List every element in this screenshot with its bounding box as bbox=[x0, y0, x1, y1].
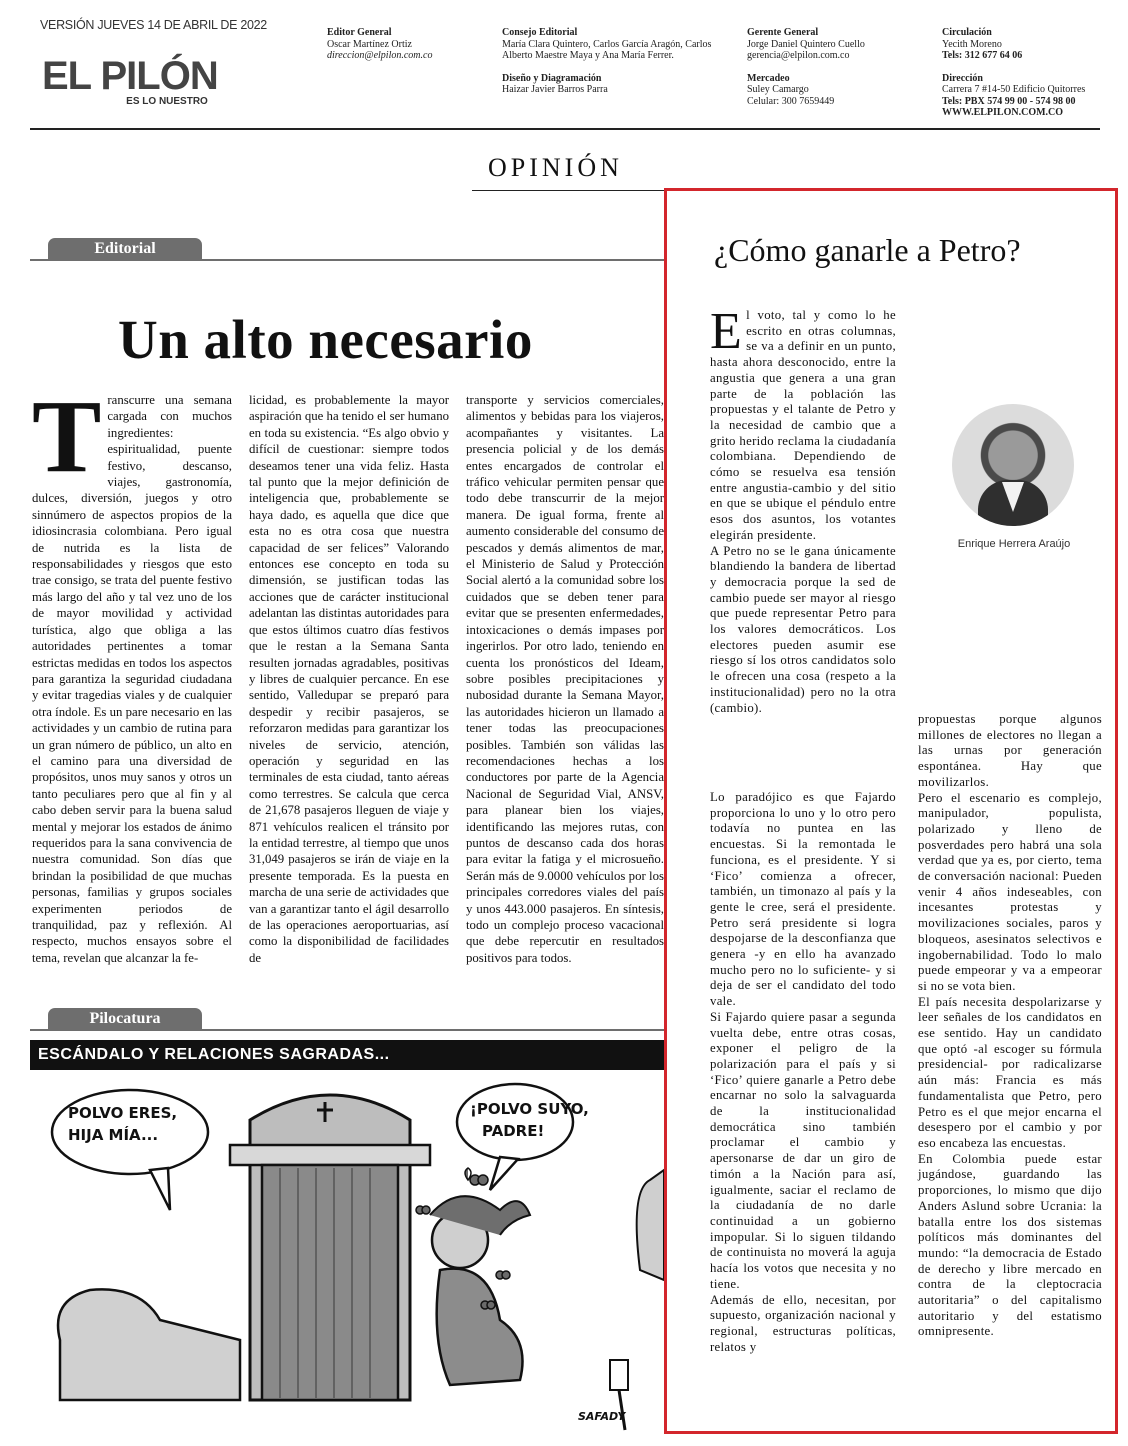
opinion-column-1-bottom bbox=[710, 790, 896, 1355]
author-avatar bbox=[952, 404, 1074, 526]
staff-name: Yecith Moreno bbox=[942, 38, 1002, 50]
edition-date: VERSIÓN JUEVES 14 DE ABRIL DE 2022 bbox=[40, 18, 267, 32]
pilocatura-tab: Pilocatura bbox=[48, 1008, 202, 1030]
staff-phone: Tels: PBX 574 99 00 - 574 98 00 bbox=[942, 95, 1076, 107]
cartoonist-signature: SAFADY bbox=[578, 1410, 626, 1423]
logo-slogan: ES LO NUESTRO bbox=[126, 96, 208, 107]
column-text: transporte y servicios comerciales, alimentos y bebidas para los viajeros, acompañantes y visitantes. La presencia policial y de los demás entes encargados de controlar el tráfico vehicular permiten pensar que todo debe transcurrir de la mejor manera. De igual forma, frente al aumento considerable del consumo de pescados y demás alimentos de mar, el Ministerio de Salud y Protección Social alertó a la comunidad sobre los cuidados que se deben tener para evitar que se presenten enfermedades, intoxicaciones o demás impases por ingerirlos. Por otro lado, teniendo en cuenta los pronósticos del Ideam, sobre posibles precipitaciones y nubosidad durante la Semana Mayor, las autoridades hicieron un llamado a tener todas las preocupaciones posibles. También son válidas las recomendaciones hechas a los conductores por parte de la Agencia Nacional de Seguridad Vial, ANSV, para planear bien los viajes, identificando las mejores rutas, con puntos de descanso cada dos horas para evitar la fatiga y el microsueño. Serán más de 9.0000 vehículos por los principales corredores viales del país y unos 443.000 pasajeros. En síntesis, todo un complejo proceso vacacional que debe repercutir en resultados positivos para todos. bbox=[466, 393, 664, 965]
editorial-column-2 bbox=[249, 392, 449, 966]
staff-name: Suley Camargo bbox=[747, 84, 809, 95]
cartoon-drawing bbox=[30, 1040, 664, 1432]
editorial-cartoon bbox=[30, 1040, 664, 1432]
editorial-tab-rule bbox=[30, 259, 664, 261]
staff-email: gerencia@elpilon.com.co bbox=[747, 50, 850, 61]
staff-gerencia bbox=[747, 27, 927, 107]
editorial-column-3 bbox=[466, 392, 664, 966]
staff-consejo bbox=[502, 27, 714, 96]
bubble-right-line-2: PADRE! bbox=[482, 1122, 545, 1140]
staff-address: Carrera 7 #14-50 Edificio Quitorres bbox=[942, 84, 1086, 95]
editorial-headline: Un alto necesario bbox=[118, 309, 533, 370]
staff-name: Jorge Daniel Quintero Cuello bbox=[747, 38, 865, 50]
staff-label: Consejo Editorial bbox=[502, 27, 578, 38]
paragraph: El país necesita despolarizarse y leer señales de los candidatos en ese sentido. Hay un candidato que optó -al escoger su fórmula presidencial- por radicalizarse aún más: Francia es más fundamentalista que Petro, pero Petro es el que mejor encarna el desespero por el cambio y por eso encabeza las encuestas. bbox=[918, 994, 1102, 1150]
section-underline bbox=[472, 190, 672, 191]
paragraph: Pero el escenario es complejo, manipulador, populista, polarizado y lleno de posverdades pero habrá una sola verdad que ya es, por cierto, tema de conversación nacional: Pueden venir 4 años indeseables, con incesantes protestas y movilizaciones sociales, paros y bloqueos, asesinatos selectivos e ingobernabilidad. Todo lo malo puede empeorar y va a empeorar si no se vota bien. bbox=[918, 790, 1102, 993]
drop-cap: T bbox=[32, 379, 102, 494]
staff-phone: Celular: 300 7659449 bbox=[747, 95, 835, 107]
staff-name: Haizar Javier Barros Parra bbox=[502, 84, 608, 95]
opinion-column-1-top bbox=[710, 303, 896, 716]
paragraph: l voto, tal y como lo he escrito en otras columnas, se va a definir en un punto, hasta ahora desconocido, entre la angustia que genera a una gran parte de la población las propuestas y el talante de Petro y la necesidad de cambio que a grito herido reclama la ciudadanía colombiana. Dependiendo de cómo se resuelva esa tensión entre angustia-cambio y del sitio en que se ubique el péndulo entre esos dos asuntos, los votantes elegirán presidente. bbox=[710, 308, 896, 542]
editorial-tab: Editorial bbox=[48, 238, 202, 260]
staff-label: Editor General bbox=[327, 27, 392, 38]
staff-label: Dirección bbox=[942, 72, 983, 84]
bubble-right-line-1: ¡POLVO SUYO, bbox=[470, 1100, 589, 1118]
microphone-icon bbox=[610, 1360, 628, 1390]
column-text: licidad, es probablemente la mayor aspiración que ha tenido el ser humano en toda su existencia. “Es algo obvio y difícil de cuestionar: siempre todos deseamos tener una vida feliz. Hasta tal punto que la mejor definición de inteligencia que, probablemente se haya dado, es aquella que dice que esta no es otra cosa que nuestra capacidad de ser felices” Valorando entonces ese concepto en toda su dimensión, se justifican todas las acciones que de carácter institucional adelantan las distintas autoridades para que estos últimos cuatro días festivos que le restan a la Semana Santa resulten jornadas agradables, positivas y libres de cualquier percance. En ese sentido, Valledupar se preparó para despedir y recibir pasajeros, se reforzaron medidas para garantizar los niveles de servicio, atención, operación y seguridad en las terminales de esta ciudad, tanto aéreas como terrestres. Se calcula que cerca de 21,678 pasajeros lleguen de viaje y 871 vehículos realicen el tránsito por la entidad terrestre, al tiempo que unos 31,049 pasajeros se irán de viaje en la presente temporada. Es la puesta en marcha de una serie de actividades que van a garantizar tanto el ágil desarrollo de las operaciones aeroportuarias, así como la disponibilidad de facilidades de bbox=[249, 393, 449, 965]
staff-label: Diseño y Diagramación bbox=[502, 72, 602, 84]
pilocatura-tab-rule bbox=[30, 1029, 664, 1031]
paragraph: En Colombia puede estar jugándose, guardando las proporciones, lo mismo que dijo Anders Aslund sobre Ucrania: la batalla entre los dos sistemas políticos más dominantes del mundo: “la democracia de Estado de derecho y libre mercado en contra de la cleptocracia autoritaria” o del capitalismo autoritario y del estatismo omnipresente. bbox=[918, 1151, 1102, 1339]
section-title: OPINIÓN bbox=[488, 153, 623, 182]
paragraph: propuestas porque algunos millones de electores no llegan a las urnas por generación espontánea. Hay que movilizarlos. bbox=[918, 712, 1102, 789]
opinion-column-2 bbox=[918, 712, 1102, 1340]
staff-editor bbox=[327, 27, 487, 62]
staff-phone: Tels: 312 677 64 06 bbox=[942, 50, 1023, 61]
column-text: ranscurre una semana cargada con muchos ingredientes: espiritualidad, puente festivo, descanso, viajes, gastronomía, dulces, diversión, juegos y otro sinnúmero de aspectos propios de la idiosincrasia colombiana. Pero igual de nutrida es la lista de responsabilidades y riesgos que esto trae consigo, se trata del puente festivo más largo del año y tal vez uno de los de mayor movilidad y actividad turística, algo que obliga a las autoridades pertinentes a tomar estrictas medidas en todos los aspectos para garantiza la seguridad ciudadana y evitar tragedias viales y de cualquier otra índole. Es un pare necesario en las actividades y un cambio de rutina para un gran número de público, un alto en el camino para una diversidad de propósitos, unos muy sanos y otros un tanto peculiares pero que al fin y al cabo deben servir para la buena salud mental y mejorar los estados de ánimo requeridos para la sana convivencia de nuestra comunidad. Son días que brindan la posibilidad de que muchas personas, familias y grupos sociales experimenten periodos de tranquilidad, paz y reflexión. Al respecto, muchos ensayos sobre el tema, revelan que alcanzar la fe- bbox=[32, 393, 232, 965]
paragraph: Además de ello, necesitan, por supuesto, organización nacional y regional, estructuras políticas, relatos y bbox=[710, 1292, 896, 1354]
paragraph: Si Fajardo quiere pasar a segunda vuelta debe, entre otras cosas, exponer el peligro de la polarización para el país y si ‘Fico’ quiere ganarle a Petro debe encarnar no solo la salvaguarda de la institucionalidad democrática sino también proclamar el cambio y apersonarse de dar un giro de timón a la Nación para así, igualmente, saciar el reclamo de la ciudadanía de no darle continuidad a un gobierno impopular. Si lo siguen tildando de continuista no moverá la aguja hacía los votos que necesita y no tiene. bbox=[710, 1009, 896, 1291]
staff-email: direccion@elpilon.com.co bbox=[327, 50, 433, 61]
staff-label: Circulación bbox=[942, 27, 992, 38]
staff-circulacion bbox=[942, 27, 1112, 119]
paragraph: Lo paradójico es que Fajardo proporciona lo uno y lo otro pero todavía no puntea en las encuestas. Si la remontada le funciona, es el presidente. Y si ‘Fico’ comienza a ofrecer, también, un timonazo al país y la gente le cree, será el presidente. Petro será presidente si logra despojarse de la desconfianza que genera -y en ello ha avanzado mucho pero no lo suficiente- y si deja de ser el candidato del todo vale. bbox=[710, 790, 896, 1009]
editorial-column-1 bbox=[32, 379, 232, 966]
staff-name: María Clara Quintero, Carlos García Aragón, Carlos Alberto Maestre Maya y Ana María Ferrer. bbox=[502, 38, 712, 61]
logo-text: EL PILÓN bbox=[42, 54, 218, 98]
paragraph: A Petro no se le gana únicamente blandiendo la bandera de libertad y democracia porque la sed de cambio puede ser mayor al riesgo que puede representar Petro para los valores democráticos. Los electores pueden asumir ese riesgo sí los otros candidatos solo le ofrecen una cosa (respeto a la institucionalidad) pero no la otra (cambio). bbox=[710, 543, 896, 715]
bubble-left-line-1: POLVO ERES, bbox=[68, 1104, 178, 1122]
author-name: Enrique Herrera Araújo bbox=[957, 538, 1071, 550]
staff-label: Mercadeo bbox=[747, 72, 790, 84]
cartoon-banner-text: ESCÁNDALO Y RELACIONES SAGRADAS... bbox=[38, 1046, 390, 1063]
newspaper-logo[interactable] bbox=[42, 56, 252, 107]
bubble-left-line-2: HIJA MÍA... bbox=[68, 1126, 159, 1144]
staff-web-link[interactable]: WWW.ELPILON.COM.CO bbox=[942, 107, 1064, 118]
opinion-headline: ¿Cómo ganarle a Petro? bbox=[714, 232, 1021, 268]
drop-cap: E bbox=[710, 303, 743, 360]
masthead-divider bbox=[30, 128, 1100, 130]
staff-label: Gerente General bbox=[747, 27, 819, 38]
staff-name: Oscar Martínez Ortiz bbox=[327, 38, 412, 50]
